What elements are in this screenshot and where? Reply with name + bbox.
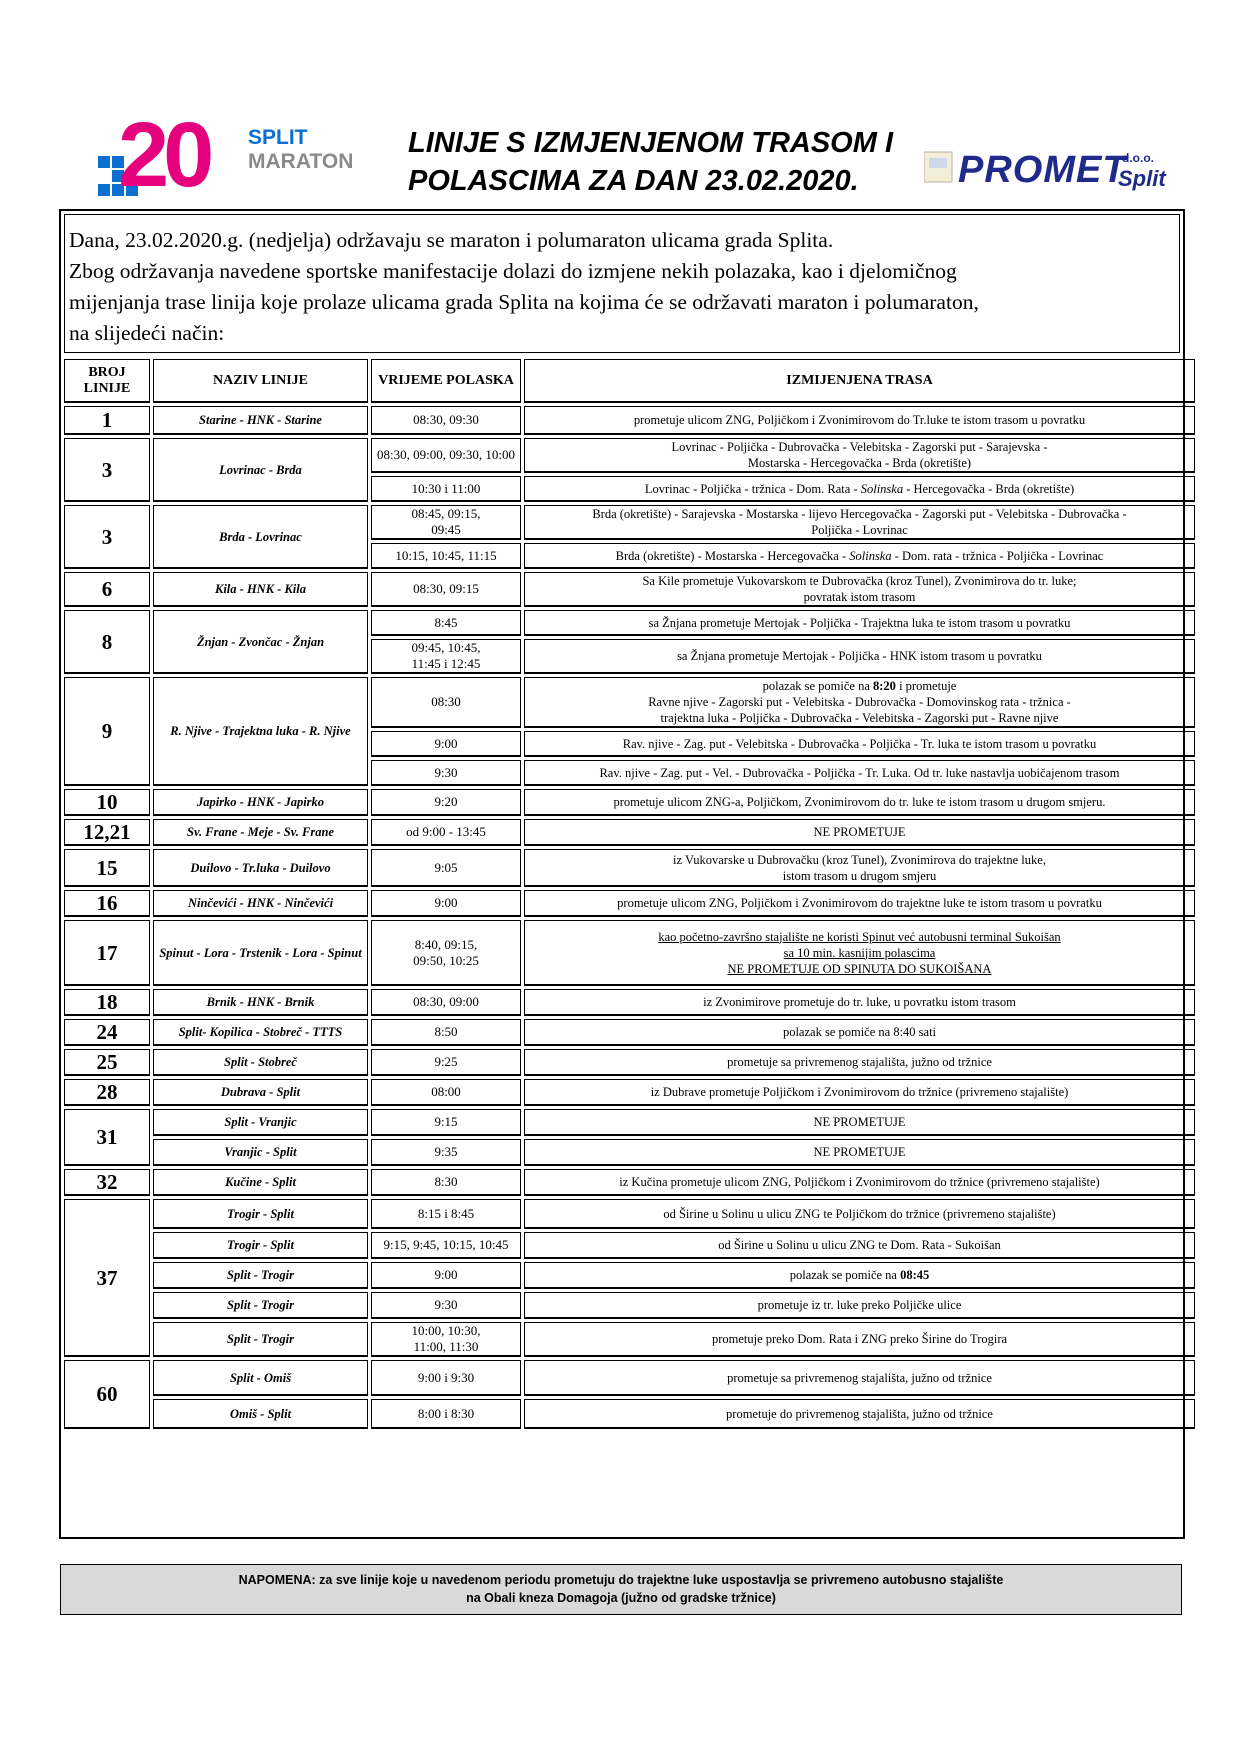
promet-brand: PROMET [958, 149, 1127, 191]
logo-line2: MARATON [248, 150, 354, 173]
line-number: 3 [64, 505, 150, 569]
table-row [64, 1360, 1195, 1396]
note-box [60, 1564, 1182, 1615]
line-number: 9 [64, 677, 150, 786]
table-row [64, 989, 1195, 1016]
logo-line1: SPLIT [248, 126, 308, 149]
table-row [64, 677, 1195, 728]
changed-route: od Širine u Solinu u ulicu ZNG te Dom. Rata - Sukoišan [524, 1232, 1195, 1259]
route-part: i prometuje [899, 679, 957, 693]
line-number: 1 [64, 406, 150, 435]
departure-time [371, 1322, 521, 1357]
changed-route: NE PROMETUJE [524, 819, 1195, 846]
route-part: Solinska [849, 548, 892, 563]
route-line: Poljička - Lovrinac [811, 523, 908, 537]
changed-route [524, 572, 1195, 607]
changed-route: Rav. njive - Zag. put - Velebitska - Dubrovačka - Poljička - Tr. luka te istom trasom u povratku [524, 731, 1195, 757]
line-name: Split - Omiš [153, 1360, 368, 1396]
changed-route: prometuje do privremenog stajališta, južno od tržnice [524, 1399, 1195, 1429]
changed-route [524, 677, 1195, 728]
route-part: - Hercegovačka - Brda (okretište) [906, 481, 1075, 496]
changed-route: sa Žnjana prometuje Mertojak - Poljička - Trajektna luka te istom trasom u povratku [524, 610, 1195, 636]
table-row [64, 789, 1195, 816]
changed-route: Rav. njive - Zag. put - Vel. - Dubrovačka - Poljička - Tr. Luka. Od tr. luke nastavlja uobičajenom trasom [524, 760, 1195, 786]
changed-route: prometuje ulicom ZNG, Poljičkom i Zvonimirovom do Tr.luke te istom trasom u povratku [524, 406, 1195, 435]
col-header: VRIJEME POLASKA [371, 359, 521, 403]
time-line: 11:45 i 12:45 [411, 656, 481, 671]
departure-time: 9:00 i 9:30 [371, 1360, 521, 1396]
departure-time: 08:30, 09:15 [371, 572, 521, 607]
changed-route [524, 920, 1195, 986]
changed-route: iz Zvonimirove prometuje do tr. luke, u povratku istom trasom [524, 989, 1195, 1016]
line-name: Trogir - Split [153, 1232, 368, 1259]
changed-route: polazak se pomiče na 8:40 sati [524, 1019, 1195, 1046]
route-line: NE PROMETUJE OD SPINUTA DO SUKOIŠANA [727, 961, 992, 976]
table-row [64, 1019, 1195, 1046]
changed-route [524, 1262, 1195, 1289]
line-name: Starine - HNK - Starine [153, 406, 368, 435]
line-name: Duilovo - Tr.luka - Duilovo [153, 849, 368, 887]
col-header: IZMIJENJENA TRASA [524, 359, 1195, 403]
route-part: - Dom. rata - tržnica - Poljička - Lovrinac [894, 548, 1104, 563]
table-row [64, 1232, 1195, 1259]
line-name: Trogir - Split [153, 1199, 368, 1229]
table-row [64, 610, 1195, 636]
departure-time: 08:00 [371, 1079, 521, 1106]
time-line: 11:00, 11:30 [413, 1339, 479, 1354]
line-number: 16 [64, 890, 150, 917]
time-line: 10:00, 10:30, [411, 1323, 481, 1338]
route-part: Brda (okretište) - Mostarska - Hercegovačka - [615, 548, 847, 563]
line-name: Žnjan - Zvončac - Žnjan [153, 610, 368, 674]
table-row [64, 1049, 1195, 1076]
schedule-table [61, 356, 1198, 1432]
line-number: 37 [64, 1199, 150, 1357]
route-line: kao početno-završno stajalište ne koristi Spinut već autobusni terminal Sukoišan [658, 929, 1061, 944]
time-line: 09:45 [431, 522, 461, 537]
table-row [64, 1169, 1195, 1196]
table-row [64, 920, 1195, 986]
intro-line4: na slijedeći način: [69, 321, 225, 345]
title-line1: LINIJE S IZMJENJENOM TRASOM I [408, 127, 893, 159]
time-line: 08:45, 09:15, [411, 506, 481, 521]
table-row [64, 505, 1195, 540]
table-row [64, 1399, 1195, 1429]
title-line2: POLASCIMA ZA DAN 23.02.2020. [408, 165, 859, 197]
departure-time [371, 920, 521, 986]
line-name: Sv. Frane - Meje - Sv. Frane [153, 819, 368, 846]
changed-route [524, 476, 1195, 502]
changed-route: NE PROMETUJE [524, 1109, 1195, 1136]
logo-number: 20 [118, 112, 209, 206]
route-part: Solinska [860, 481, 904, 496]
departure-time: 8:45 [371, 610, 521, 636]
changed-route: iz Kučina prometuje ulicom ZNG, Poljičkom i Zvonimirovom do tržnice (privremeno stajalište) [524, 1169, 1195, 1196]
line-name: Spinut - Lora - Trstenik - Lora - Spinut [153, 920, 368, 986]
departure-time: od 9:00 - 13:45 [371, 819, 521, 846]
line-name: Brnik - HNK - Brnik [153, 989, 368, 1016]
line-name: Split- Kopilica - Stobreč - TTTS [153, 1019, 368, 1046]
changed-route [524, 438, 1195, 473]
table-row [64, 406, 1195, 435]
departure-time: 08:30, 09:30 [371, 406, 521, 435]
table-row [64, 1109, 1195, 1136]
departure-time: 08:30, 09:00, 09:30, 10:00 [371, 438, 521, 473]
changed-route: NE PROMETUJE [524, 1139, 1195, 1166]
departure-time: 8:50 [371, 1019, 521, 1046]
table-row [64, 890, 1195, 917]
changed-route: od Širine u Solinu u ulicu ZNG te Poljičkom do tržnice (privremeno stajalište) [524, 1199, 1195, 1229]
promet-split-logo [924, 142, 1184, 192]
line-name: Split - Stobreč [153, 1049, 368, 1076]
route-line: Lovrinac - Poljička - Dubrovačka - Velebitska - Zagorski put - Sarajevska - [671, 440, 1048, 454]
table-row [64, 1262, 1195, 1289]
changed-route [524, 543, 1195, 569]
split-maraton-logo [98, 112, 358, 207]
route-part: Lovrinac - Poljička - tržnica - Dom. Rata - [644, 481, 858, 496]
departure-time [371, 505, 521, 540]
route-line: sa 10 min. kasnijim polascima [783, 945, 936, 960]
col-header: NAZIV LINIJE [153, 359, 368, 403]
departure-time: 8:00 i 8:30 [371, 1399, 521, 1429]
table-row [64, 1199, 1195, 1229]
page-title [408, 124, 928, 200]
line-number: 24 [64, 1019, 150, 1046]
time-line: 09:45, 10:45, [411, 640, 481, 655]
line-number: 31 [64, 1109, 150, 1166]
departure-time: 8:15 i 8:45 [371, 1199, 521, 1229]
departure-time: 8:30 [371, 1169, 521, 1196]
departure-time: 08:30, 09:00 [371, 989, 521, 1016]
departure-time: 9:30 [371, 1292, 521, 1319]
departure-time: 9:15, 9:45, 10:15, 10:45 [371, 1232, 521, 1259]
line-name: Lovrinac - Brda [153, 438, 368, 502]
line-number: 12,21 [64, 819, 150, 846]
departure-time: 9:00 [371, 731, 521, 757]
line-number: 32 [64, 1169, 150, 1196]
promet-suffix1: d.o.o. [1122, 151, 1154, 165]
changed-route: prometuje preko Dom. Rata i ZNG preko Širine do Trogira [524, 1322, 1195, 1357]
promet-suffix2: Split [1118, 166, 1166, 191]
intro-text [64, 214, 1180, 353]
line-name: Split - Trogir [153, 1292, 368, 1319]
changed-route: prometuje sa privremenog stajališta, južno od tržnice [524, 1049, 1195, 1076]
route-line: istom trasom u drugom smjeru [782, 868, 937, 883]
line-name: Brda - Lovrinac [153, 505, 368, 569]
line-number: 28 [64, 1079, 150, 1106]
route-line: povratak istom trasom [803, 590, 916, 604]
table-row [64, 1139, 1195, 1166]
line-name: Kučine - Split [153, 1169, 368, 1196]
line-name: Dubrava - Split [153, 1079, 368, 1106]
route-line: Mostarska - Hercegovačka - Brda (okretište) [747, 456, 972, 470]
departure-time: 10:15, 10:45, 11:15 [371, 543, 521, 569]
time-line: 09:50, 10:25 [413, 952, 479, 968]
note-line2: na Obali kneza Domagoja (južno od gradske tržnice) [466, 1591, 776, 1605]
departure-time: 9:15 [371, 1109, 521, 1136]
changed-route [524, 849, 1195, 887]
changed-route: prometuje sa privremenog stajališta, južno od tržnice [524, 1360, 1195, 1396]
changed-route: prometuje iz tr. luke preko Poljičke ulice [524, 1292, 1195, 1319]
route-part: polazak se pomiče na [762, 679, 870, 693]
line-number: 6 [64, 572, 150, 607]
changed-route: prometuje ulicom ZNG-a, Poljičkom, Zvonimirovom do tr. luke te istom trasom u drugom smjeru. [524, 789, 1195, 816]
table-row [64, 1322, 1195, 1357]
line-name: Ninčevići - HNK - Ninčevići [153, 890, 368, 917]
route-line: Brda (okretište) - Sarajevska - Mostarska - lijevo Hercegovačka - Zagorski put - Velebitska - Dubrovačka - [592, 507, 1127, 521]
table-row [64, 438, 1195, 473]
departure-time [371, 639, 521, 674]
changed-route [524, 505, 1195, 540]
route-part: 08:45 [900, 1268, 930, 1282]
line-number: 17 [64, 920, 150, 986]
departure-time: 10:30 i 11:00 [371, 476, 521, 502]
col-header: BROJ LINIJE [64, 359, 150, 403]
route-line: Sa Kile prometuje Vukovarskom te Dubrovačka (kroz Tunel), Zvonimirova do tr. luke; [642, 574, 1077, 588]
line-name: Split - Trogir [153, 1262, 368, 1289]
line-name: Split - Trogir [153, 1322, 368, 1357]
departure-time: 9:05 [371, 849, 521, 887]
line-number: 18 [64, 989, 150, 1016]
line-number: 3 [64, 438, 150, 502]
changed-route: iz Dubrave prometuje Poljičkom i Zvonimirovom do tržnice (privremeno stajalište) [524, 1079, 1195, 1106]
route-line: iz Vukovarske u Dubrovačku (kroz Tunel), Zvonimirova do trajektne luke, [673, 852, 1046, 867]
table-row [64, 849, 1195, 887]
line-number: 25 [64, 1049, 150, 1076]
departure-time: 9:30 [371, 760, 521, 786]
departure-time: 9:35 [371, 1139, 521, 1166]
line-number: 15 [64, 849, 150, 887]
departure-time: 9:25 [371, 1049, 521, 1076]
departure-time: 08:30 [371, 677, 521, 728]
table-header-row [64, 359, 1195, 403]
changed-route: prometuje ulicom ZNG, Poljičkom i Zvonimirovom do trajektne luke te istom trasom u povratku [524, 890, 1195, 917]
route-line: Ravne njive - Zagorski put - Velebitska - Dubrovačka - Domovinskog rata - tržnica - [648, 695, 1071, 709]
route-line: trajektna luka - Poljička - Dubrovačka - Velebitska - Zagorski put - Ravne njive [660, 711, 1059, 725]
departure-time: 9:20 [371, 789, 521, 816]
departure-time: 9:00 [371, 1262, 521, 1289]
line-name: Japirko - HNK - Japirko [153, 789, 368, 816]
route-part: polazak se pomiče na [789, 1268, 897, 1282]
changed-route: sa Žnjana prometuje Mertojak - Poljička - HNK istom trasom u povratku [524, 639, 1195, 674]
table-row [64, 572, 1195, 607]
line-name: R. Njive - Trajektna luka - R. Njive [153, 677, 368, 786]
intro-line2: Zbog održavanja navedene sportske manifestacije dolazi do izmjene nekih polazaka, kao i djelomičnog [69, 259, 957, 283]
time-line: 8:40, 09:15, [414, 936, 478, 952]
table-row [64, 1079, 1195, 1106]
departure-time: 9:00 [371, 890, 521, 917]
line-number: 60 [64, 1360, 150, 1429]
line-name: Omiš - Split [153, 1399, 368, 1429]
table-row [64, 819, 1195, 846]
intro-line1: Dana, 23.02.2020.g. (nedjelja) održavaju se maraton i polumaraton ulicama grada Splita. [69, 228, 834, 252]
note-line1: NAPOMENA: za sve linije koje u navedenom periodu prometuju do trajektne luke uspostavlja se privremeno autobusno stajalište [238, 1573, 1004, 1587]
line-name: Vranjic - Split [153, 1139, 368, 1166]
line-name: Kila - HNK - Kila [153, 572, 368, 607]
line-number: 8 [64, 610, 150, 674]
intro-line3: mijenjanja trase linija koje prolaze ulicama grada Splita na kojima će se održavati maraton i polumaraton, [69, 290, 979, 314]
line-name: Split - Vranjic [153, 1109, 368, 1136]
table-row [64, 1292, 1195, 1319]
line-number: 10 [64, 789, 150, 816]
route-part: 8:20 [873, 679, 896, 693]
